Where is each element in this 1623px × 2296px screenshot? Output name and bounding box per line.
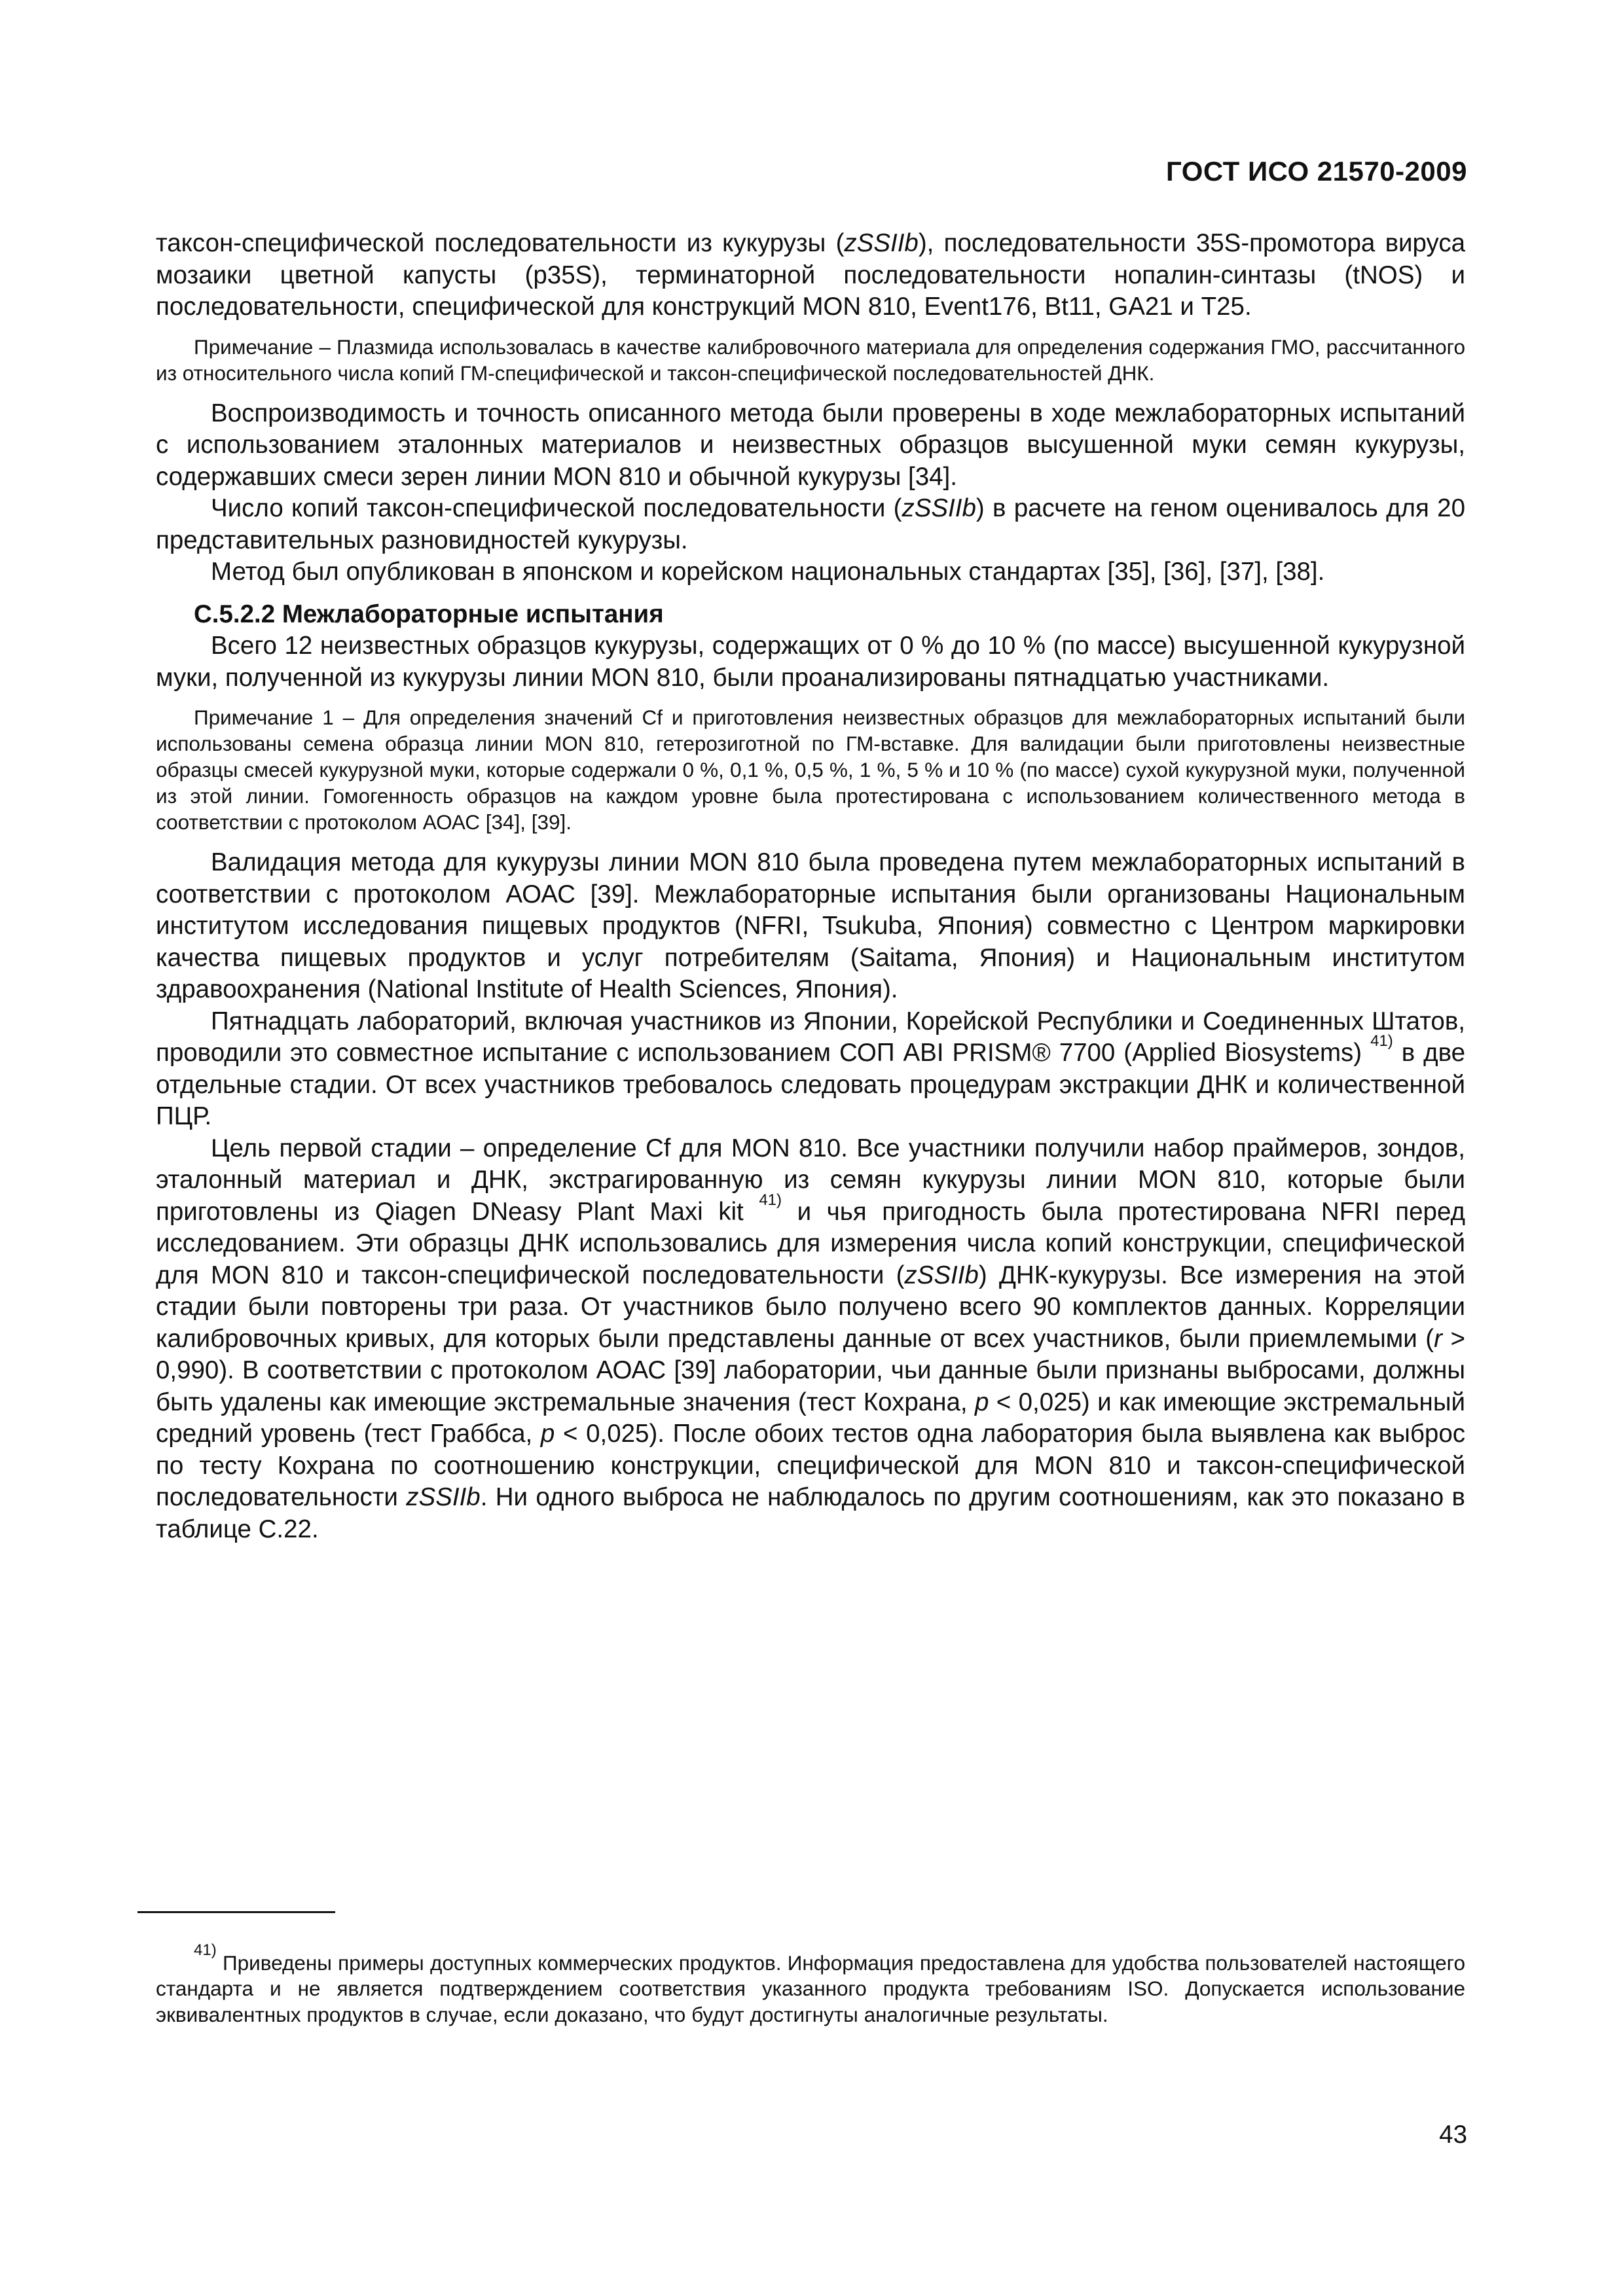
paragraph-1 <box>156 228 1465 323</box>
text-run: ) ДНК-кукурузы. Все измерения на этой стадии были повторены три раза. От участников было получено всего 90 комплектов данных. Корреляции калибровочных кривых, для которых были представлены данные от всех участников, были приемлемыми ( <box>156 1261 1465 1353</box>
paragraph-5: Всего 12 неизвестных образцов кукурузы, содержащих от 0 % до 10 % (по массе) высушенной кукурузной муки, полученной из кукурузы линии MON 810, были проанализированы пятнадцатью участниками. <box>156 632 1465 692</box>
note-1: Примечание – Плазмида использовалась в качестве калибровочного материала для определения содержания ГМО, рассчитанного из относительного числа копий ГМ-специфической и таксон-специфической последовательностей ДНК. <box>156 334 1465 385</box>
section-heading: С.5.2.2 Межлабораторные испытания <box>194 600 664 628</box>
variable-r: r <box>1434 1324 1442 1353</box>
footnote-mark: 41) <box>194 1941 217 1959</box>
paragraph-6: Валидация метода для кукурузы линии MON 810 была проведена путем межлабораторных испытаний в соответствии с протоколом АОАС [39]. Межлабораторные испытания были организованы Национальным институтом исследования пищевых продуктов (NFRI, Tsukuba, Япония) совместно с Центром маркировки качества пищевых продуктов и услуг потребителям (Saitama, Япония) и Национальным институтом здравоохранения (National Institute of Health Sciences, Япония). <box>156 848 1465 1003</box>
text-run: Цель первой стадии – определение Cf для MON 810. Все участники получили набор праймеров, зондов, эталонный материал и ДНК, экстрагированную из семян кукурузы линии MON 810, которые были приготовлены из Qiagen DNeasy Plant Maxi kit <box>156 1134 1465 1226</box>
page-number: 43 <box>1439 2121 1467 2149</box>
sequence-name: zSSIIb <box>902 494 976 522</box>
footnote-41 <box>156 1941 1465 2028</box>
text-run: Пятнадцать лабораторий, включая участников из Японии, Корейской Республики и Соединенных Штатов, проводили это совместное испытание с использованием СОП ABI PRISM® 7700 (Applied Biosystems) <box>156 1007 1465 1067</box>
footnote-divider <box>137 1911 335 1913</box>
sequence-name: zSSIIb <box>844 229 919 257</box>
text-run: в две отдельные стадии. От всех участников требовалось следовать процедурам экстракции ДНК и количественной ПЦР. <box>156 1039 1465 1130</box>
note-2: Примечание 1 – Для определения значений Cf и приготовления неизвестных образцов для межлабораторных испытаний были использованы семена образца линии MON 810, гетерозиготной по ГМ-вставке. Для валидации были приготовлены неизвестные образцы смесей кукурузной муки, которые содержали 0 %, 0,1 %, 0,5 %, 1 %, 5 % и 10 % (по массе) сухой кукурузной муки, полученной из этой линии. Гомогенность образцов на каждом уровне была протестирована с использованием количественного метода в соответствии с протоколом АОАС [34], [39]. <box>156 706 1465 834</box>
paragraph-2: Воспроизводимость и точность описанного метода были проверены в ходе межлабораторных испытаний с использованием эталонных материалов и неизвестных образцов высушенной муки семян кукурузы, содержавших смеси зерен линии MON 810 и обычной кукурузы [34]. <box>156 399 1465 491</box>
sequence-name: zSSIIb <box>904 1261 979 1289</box>
footnote-text: Приведены примеры доступных коммерческих продуктов. Информация предоставлена для удобства пользователей настоящего стандарта и не является подтверждением соответствия указанного продукта требованиям ISO. Допускается использование эквивалентных продуктов в случае, если доказано, что будут достигнуты аналогичные результаты. <box>156 1950 1465 2026</box>
paragraph-4: Метод был опубликован в японском и корейском национальных стандартах [35], [36], [37], [38]. <box>211 558 1325 586</box>
paragraph-8 <box>156 1133 1465 1546</box>
text-run: < 0,025) и как имеющие экстремальный средний уровень (тест Граббса, <box>156 1388 1465 1448</box>
variable-p: p <box>974 1388 989 1416</box>
text-run: ) в расчете на геном оценивалось для 20 представительных разновидностей кукурузы. <box>156 494 1465 554</box>
document-code: ГОСТ ИСО 21570-2009 <box>1165 156 1467 187</box>
text-run: > 0,990). В соответствии с протоколом АОАС [39] лаборатории, чьи данные были признаны выбросами, должны быть удалены как имеющие экстремальные значения (тест Кохрана, <box>156 1324 1466 1416</box>
variable-p: p <box>540 1420 555 1448</box>
text-run: и чья пригодность была протестирована NFRI перед исследованием. Эти образцы ДНК использовались для измерения числа копий конструкции, специфической для MON 810 и таксон-специфической последовательности ( <box>156 1197 1465 1289</box>
text-run: < 0,025). После обоих тестов одна лаборатория была выявлена как выброс по тесту Кохрана по соотношению конструкции, специфической для MON 810 и таксон-специфической последовательности <box>156 1420 1465 1511</box>
text-run: ), последовательности 35S-промотора вируса мозаики цветной капусты (р35S), терминаторной последовательности нопалин-синтазы (tNOS) и последовательности, специфической для конструкций MON 810, Event176, Bt11, GA21 и Т25. <box>156 229 1465 321</box>
paragraph-3 <box>156 493 1465 556</box>
sequence-name: zSSIIb <box>406 1483 481 1511</box>
footnote-reference[interactable]: 41) <box>759 1191 782 1209</box>
text-run: таксон-специфической последовательности из кукурузы ( <box>156 229 845 257</box>
text-run: . Ни одного выброса не наблюдалось по другим соотношениям, как это показано в таблице С.22. <box>156 1483 1465 1543</box>
footnote-reference[interactable]: 41) <box>1370 1032 1393 1050</box>
main-text <box>156 228 1465 1545</box>
text-run: Число копий таксон-специфической последовательности ( <box>211 494 902 522</box>
paragraph-7 <box>156 1006 1465 1133</box>
